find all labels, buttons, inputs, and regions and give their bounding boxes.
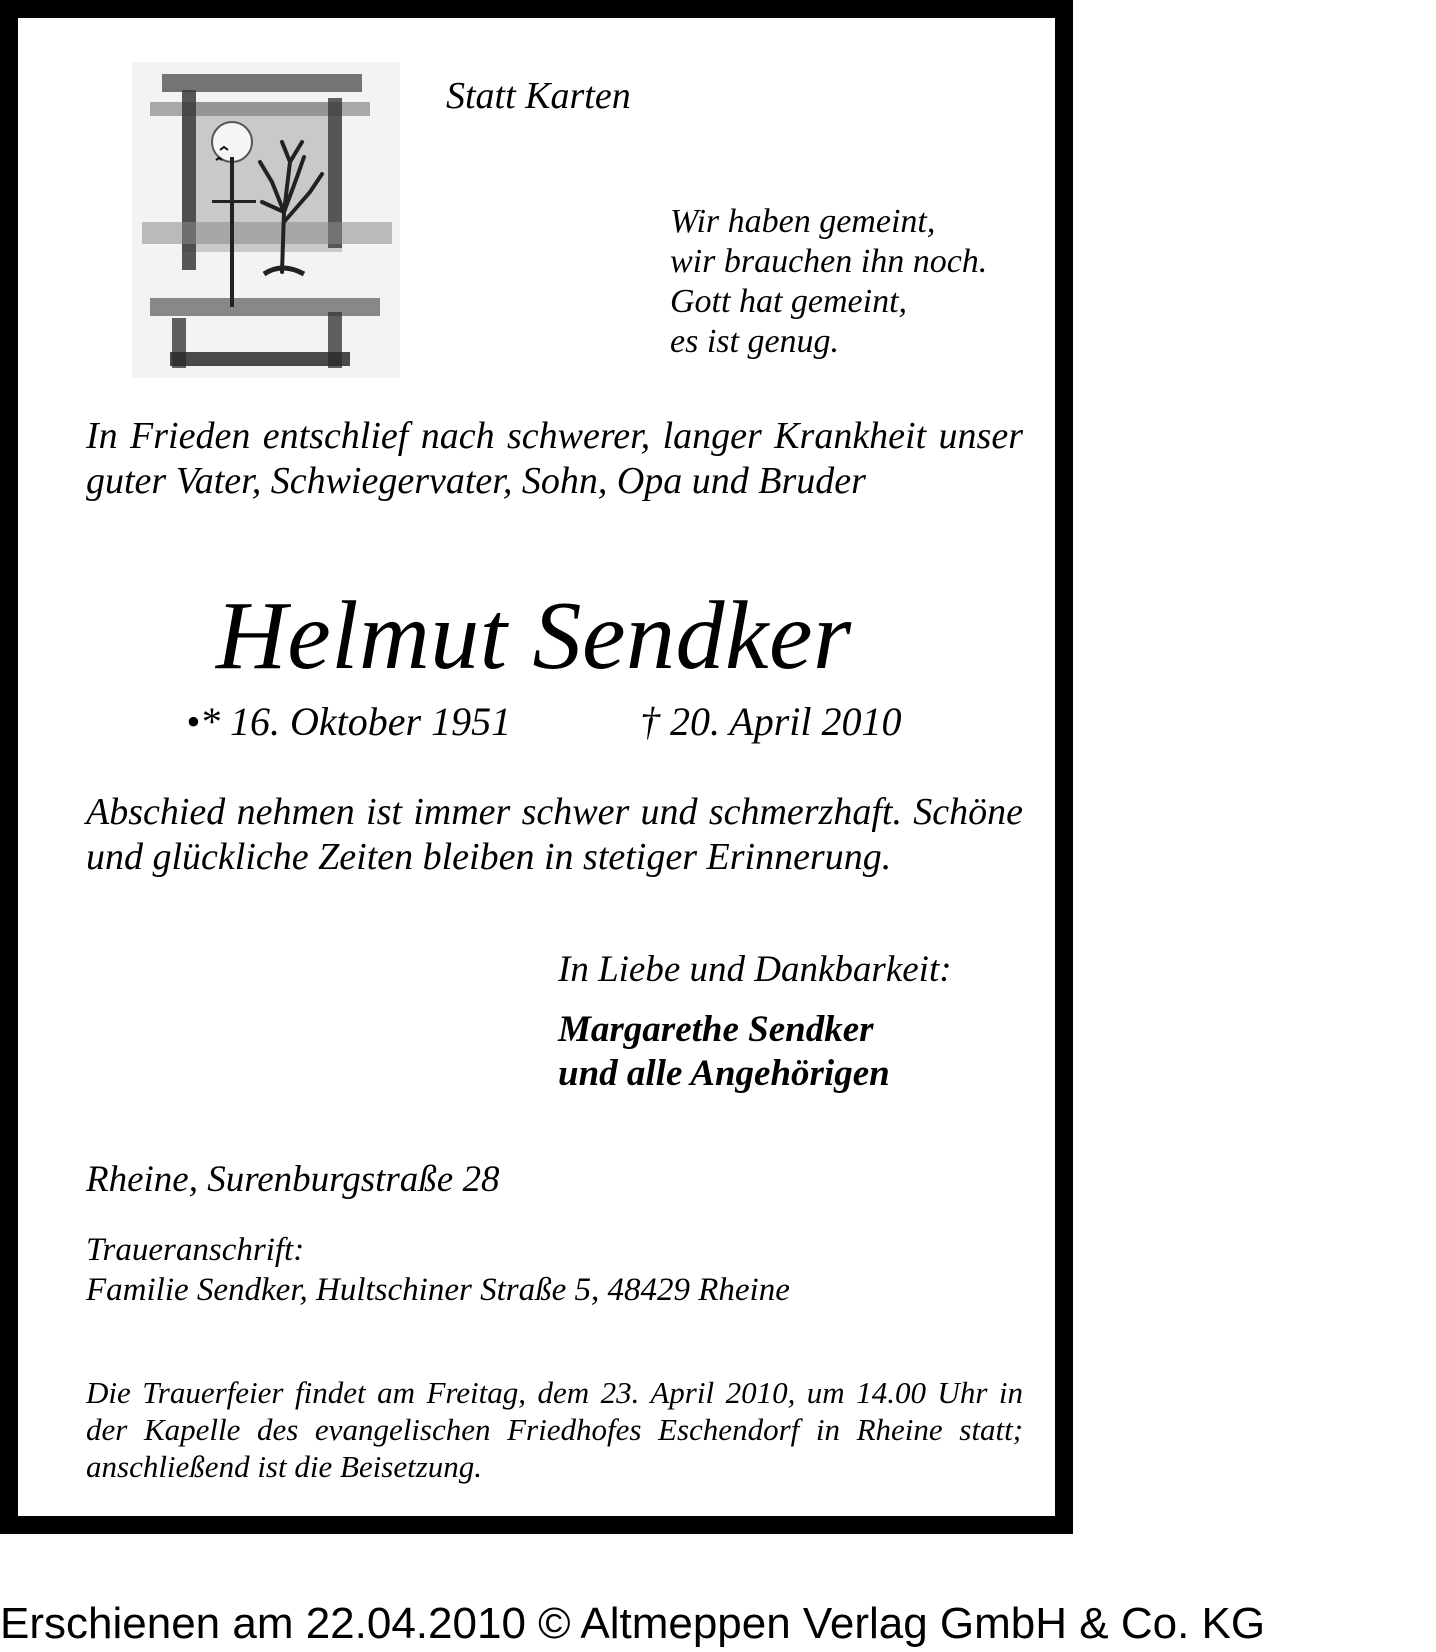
signers	[558, 1008, 890, 1096]
mourning-address-value: Familie Sendker, Hultschiner Straße 5, 48429 Rheine	[86, 1272, 790, 1308]
verse-line: wir brauchen ihn noch.	[670, 243, 988, 280]
signer-line: und alle Angehörigen	[558, 1053, 890, 1094]
notice-heading: Statt Karten	[446, 75, 631, 117]
service-info: Die Trauerfeier findet am Freitag, dem 23. April 2010, um 14.00 Uhr in der Kapelle des evangelischen Friedhofes Eschendorf in Rheine statt; anschließend ist die Beisetzung.	[86, 1375, 1023, 1484]
tree-cross-illustration	[132, 62, 400, 378]
memorial-verse	[670, 202, 987, 362]
home-address: Rheine, Surenburgstraße 28	[86, 1159, 500, 1200]
gratitude-line: In Liebe und Dankbarkeit:	[558, 949, 952, 990]
mourning-address	[86, 1230, 790, 1310]
verse-line: Gott hat gemeint,	[670, 283, 908, 320]
mourning-address-label: Traueranschrift:	[86, 1232, 305, 1268]
deceased-name: Helmut Sendker	[216, 582, 852, 690]
verse-line: es ist genug.	[670, 323, 840, 360]
verse-line: Wir haben gemeint,	[670, 203, 936, 240]
birth-date: •* 16. Oktober 1951	[186, 699, 512, 744]
intro-paragraph: In Frieden entschlief nach schwerer, langer Krankheit unser guter Vater, Schwiegervater, Sohn, Opa und Bruder	[86, 415, 1023, 502]
signer-line: Margarethe Sendker	[558, 1009, 874, 1050]
publication-footer: Erschienen am 22.04.2010 © Altmeppen Verlag GmbH & Co. KG	[0, 1599, 1266, 1648]
death-date: † 20. April 2010	[640, 699, 902, 744]
farewell-paragraph: Abschied nehmen ist immer schwer und schmerzhaft. Schöne und glückliche Zeiten bleiben in stetiger Erinnerung.	[86, 791, 1023, 878]
